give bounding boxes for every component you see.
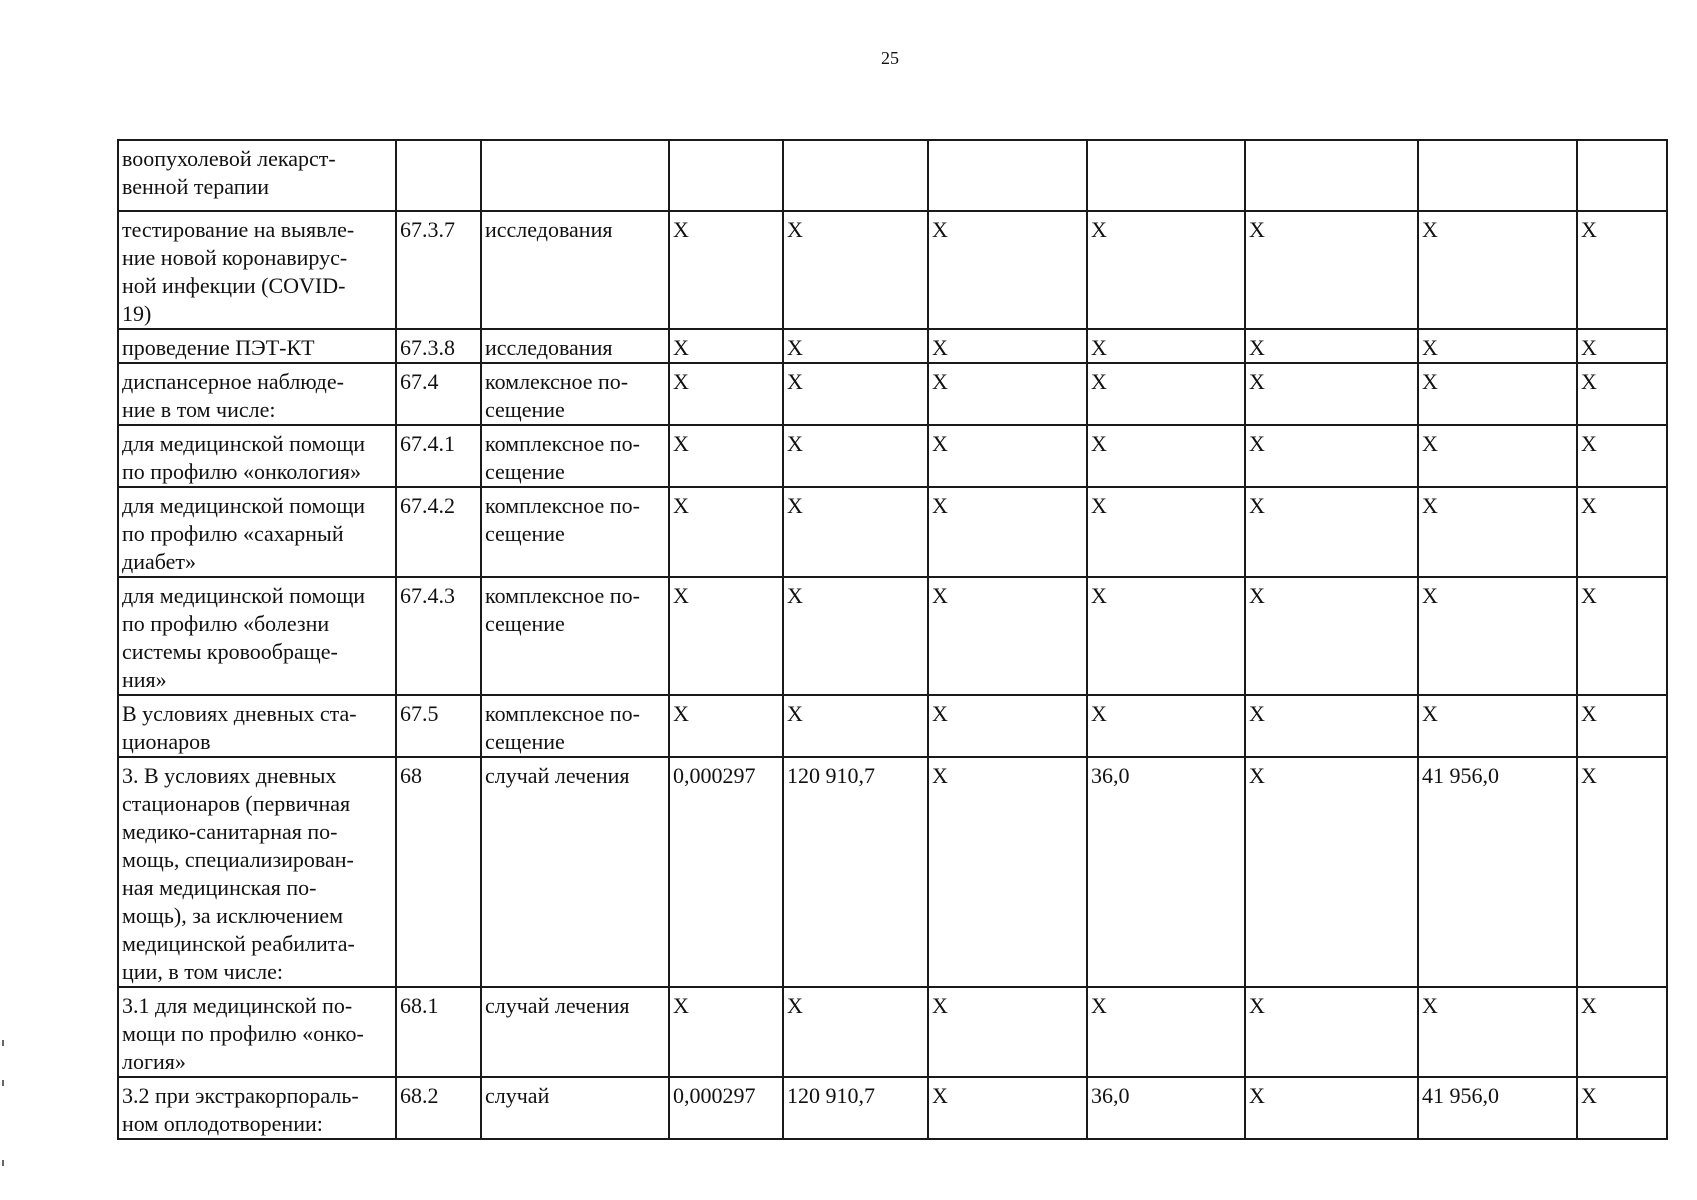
row-unit-cell bbox=[481, 1077, 669, 1139]
row-code-cell bbox=[396, 577, 481, 695]
table-row bbox=[118, 577, 1667, 695]
value-cell bbox=[1087, 363, 1245, 425]
page-number: 25 bbox=[881, 48, 899, 68]
value-text: X bbox=[1422, 493, 1438, 518]
value-cell bbox=[1087, 140, 1245, 211]
row-code-cell bbox=[396, 425, 481, 487]
row-name-cell-text: воопухолевой лекарст- венной терапии bbox=[122, 146, 336, 199]
value-text: X bbox=[1249, 763, 1265, 788]
row-name-cell-text: проведение ПЭТ-КТ bbox=[122, 335, 315, 360]
row-code-cell bbox=[396, 211, 481, 329]
row-name-cell-text: для медицинской помощи по профилю «болезни системы кровообраще- ния» bbox=[122, 583, 366, 692]
value-cell bbox=[1418, 695, 1577, 757]
row-name-cell bbox=[118, 987, 396, 1077]
table-body bbox=[118, 140, 1667, 1139]
value-text: X bbox=[1581, 369, 1597, 394]
row-name-cell bbox=[118, 363, 396, 425]
value-text: X bbox=[1091, 335, 1107, 360]
value-cell bbox=[1087, 1077, 1245, 1139]
value-cell bbox=[1577, 425, 1667, 487]
row-name-cell bbox=[118, 329, 396, 363]
table-row bbox=[118, 329, 1667, 363]
value-text: X bbox=[787, 583, 803, 608]
value-cell bbox=[1087, 425, 1245, 487]
value-cell bbox=[928, 987, 1087, 1077]
value-cell bbox=[783, 329, 928, 363]
row-unit-cell bbox=[481, 487, 669, 577]
value-cell bbox=[783, 577, 928, 695]
row-unit-cell-text: случай лечения bbox=[485, 993, 630, 1018]
row-unit-cell-text: случай bbox=[485, 1083, 550, 1108]
value-cell bbox=[1245, 695, 1418, 757]
value-text: X bbox=[787, 217, 803, 242]
value-text: X bbox=[1091, 493, 1107, 518]
row-name-cell-text: для медицинской помощи по профилю «сахарный диабет» bbox=[122, 493, 366, 574]
value-cell bbox=[1418, 140, 1577, 211]
value-text: X bbox=[1422, 431, 1438, 456]
value-cell bbox=[669, 757, 783, 987]
value-text: X bbox=[1249, 493, 1265, 518]
table-row bbox=[118, 140, 1667, 211]
row-code-cell-text: 67.4.3 bbox=[400, 583, 455, 608]
value-text: X bbox=[1581, 335, 1597, 360]
value-text: X bbox=[1091, 993, 1107, 1018]
row-code-cell-text: 68 bbox=[400, 763, 422, 788]
scan-mark bbox=[2, 1160, 4, 1166]
value-cell bbox=[1577, 487, 1667, 577]
row-name-cell-text: 3. В условиях дневных стационаров (первичная медико-санитарная по- мощь, специализирован- ная медицинская по- мощь), за исключением медицинской реабилита- ции, в том числе: bbox=[122, 763, 355, 984]
table-row bbox=[118, 425, 1667, 487]
value-cell bbox=[1245, 987, 1418, 1077]
row-unit-cell bbox=[481, 211, 669, 329]
value-cell bbox=[783, 695, 928, 757]
value-text: X bbox=[1091, 369, 1107, 394]
value-text: X bbox=[1091, 583, 1107, 608]
value-text: X bbox=[787, 431, 803, 456]
value-text: X bbox=[673, 701, 689, 726]
row-name-cell-text: В условиях дневных ста- ционаров bbox=[122, 701, 357, 754]
row-code-cell-text: 67.5 bbox=[400, 701, 439, 726]
value-cell bbox=[1418, 363, 1577, 425]
row-code-cell-text: 67.3.8 bbox=[400, 335, 455, 360]
data-table bbox=[117, 139, 1668, 1140]
row-unit-cell-text: комлексное по- сещение bbox=[485, 369, 629, 422]
value-text: X bbox=[932, 993, 948, 1018]
value-cell bbox=[669, 140, 783, 211]
value-cell bbox=[1418, 487, 1577, 577]
value-text: X bbox=[787, 369, 803, 394]
value-cell bbox=[1245, 211, 1418, 329]
value-cell bbox=[1418, 757, 1577, 987]
row-unit-cell bbox=[481, 757, 669, 987]
value-text: X bbox=[1249, 431, 1265, 456]
value-text: X bbox=[673, 431, 689, 456]
row-name-cell-text: для медицинской помощи по профилю «онкология» bbox=[122, 431, 366, 484]
value-text: X bbox=[1581, 431, 1597, 456]
value-text: X bbox=[1249, 993, 1265, 1018]
value-text: X bbox=[1091, 431, 1107, 456]
value-cell bbox=[1418, 329, 1577, 363]
value-text: 36,0 bbox=[1091, 763, 1130, 788]
row-code-cell-text: 67.4 bbox=[400, 369, 439, 394]
value-cell bbox=[783, 425, 928, 487]
value-text: X bbox=[1422, 217, 1438, 242]
value-cell bbox=[783, 363, 928, 425]
value-cell bbox=[783, 487, 928, 577]
value-text: X bbox=[932, 431, 948, 456]
value-text: X bbox=[932, 335, 948, 360]
row-code-cell bbox=[396, 329, 481, 363]
row-code-cell-text: 67.4.2 bbox=[400, 493, 455, 518]
value-cell bbox=[669, 577, 783, 695]
row-code-cell bbox=[396, 140, 481, 211]
table-row bbox=[118, 987, 1667, 1077]
row-name-cell bbox=[118, 695, 396, 757]
value-cell bbox=[1087, 487, 1245, 577]
row-unit-cell-text: случай лечения bbox=[485, 763, 630, 788]
value-cell bbox=[669, 695, 783, 757]
value-cell bbox=[928, 211, 1087, 329]
row-name-cell bbox=[118, 757, 396, 987]
value-text: X bbox=[932, 701, 948, 726]
row-code-cell bbox=[396, 757, 481, 987]
row-code-cell-text: 67.3.7 bbox=[400, 217, 455, 242]
value-text: X bbox=[1249, 583, 1265, 608]
value-cell bbox=[928, 1077, 1087, 1139]
value-cell bbox=[928, 487, 1087, 577]
value-text: 0,000297 bbox=[673, 763, 756, 788]
scan-mark bbox=[2, 1080, 4, 1086]
table-row bbox=[118, 1077, 1667, 1139]
value-cell bbox=[1245, 757, 1418, 987]
value-text: X bbox=[1422, 583, 1438, 608]
value-cell bbox=[1418, 425, 1577, 487]
value-text: 0,000297 bbox=[673, 1083, 756, 1108]
row-name-cell bbox=[118, 140, 396, 211]
value-text: X bbox=[673, 493, 689, 518]
table-row bbox=[118, 363, 1667, 425]
scan-mark bbox=[2, 1040, 4, 1046]
value-text: X bbox=[932, 493, 948, 518]
value-cell bbox=[669, 363, 783, 425]
value-cell bbox=[669, 329, 783, 363]
value-cell bbox=[783, 757, 928, 987]
value-text: X bbox=[1581, 493, 1597, 518]
value-cell bbox=[1087, 211, 1245, 329]
value-text: X bbox=[932, 369, 948, 394]
value-text: 41 956,0 bbox=[1422, 1083, 1499, 1108]
value-text: X bbox=[1249, 369, 1265, 394]
value-cell bbox=[669, 487, 783, 577]
row-unit-cell bbox=[481, 363, 669, 425]
value-cell bbox=[1245, 140, 1418, 211]
row-code-cell-text: 68.1 bbox=[400, 993, 439, 1018]
value-cell bbox=[1087, 987, 1245, 1077]
value-text: X bbox=[673, 335, 689, 360]
value-text: X bbox=[1091, 217, 1107, 242]
value-text: X bbox=[1091, 701, 1107, 726]
row-name-cell bbox=[118, 211, 396, 329]
value-text: X bbox=[1581, 583, 1597, 608]
value-cell bbox=[1577, 211, 1667, 329]
value-cell bbox=[669, 987, 783, 1077]
value-cell bbox=[669, 211, 783, 329]
value-text: X bbox=[932, 217, 948, 242]
value-cell bbox=[928, 695, 1087, 757]
value-cell bbox=[1418, 1077, 1577, 1139]
value-text: X bbox=[673, 993, 689, 1018]
row-code-cell bbox=[396, 363, 481, 425]
value-text: X bbox=[673, 217, 689, 242]
row-unit-cell bbox=[481, 577, 669, 695]
value-text: X bbox=[1249, 1083, 1265, 1108]
value-text: X bbox=[1581, 993, 1597, 1018]
value-text: X bbox=[1422, 701, 1438, 726]
row-unit-cell-text: комплексное по- сещение bbox=[485, 583, 640, 636]
value-text: 36,0 bbox=[1091, 1083, 1130, 1108]
table-row bbox=[118, 695, 1667, 757]
value-cell bbox=[1418, 987, 1577, 1077]
value-cell bbox=[783, 1077, 928, 1139]
row-name-cell bbox=[118, 577, 396, 695]
row-name-cell-text: 3.2 при экстракорпораль- ном оплодотворении: bbox=[122, 1083, 359, 1136]
value-cell bbox=[1087, 329, 1245, 363]
value-text: X bbox=[787, 993, 803, 1018]
row-code-cell-text: 67.4.1 bbox=[400, 431, 455, 456]
value-cell bbox=[1418, 211, 1577, 329]
value-cell bbox=[1245, 1077, 1418, 1139]
value-text: X bbox=[1581, 217, 1597, 242]
value-cell bbox=[928, 363, 1087, 425]
row-code-cell bbox=[396, 987, 481, 1077]
row-name-cell bbox=[118, 1077, 396, 1139]
value-text: 120 910,7 bbox=[787, 1083, 875, 1108]
value-text: X bbox=[1249, 701, 1265, 726]
value-text: X bbox=[673, 369, 689, 394]
value-cell bbox=[928, 425, 1087, 487]
value-cell bbox=[1577, 987, 1667, 1077]
value-text: X bbox=[1581, 701, 1597, 726]
value-text: X bbox=[1581, 1083, 1597, 1108]
row-code-cell bbox=[396, 1077, 481, 1139]
value-text: X bbox=[787, 335, 803, 360]
value-text: 120 910,7 bbox=[787, 763, 875, 788]
value-text: X bbox=[932, 1083, 948, 1108]
row-unit-cell-text: исследования bbox=[485, 335, 613, 360]
table-row bbox=[118, 487, 1667, 577]
value-text: X bbox=[932, 763, 948, 788]
table-row bbox=[118, 757, 1667, 987]
value-cell bbox=[783, 987, 928, 1077]
value-cell bbox=[1245, 425, 1418, 487]
row-unit-cell bbox=[481, 425, 669, 487]
value-text: X bbox=[1581, 763, 1597, 788]
value-cell bbox=[1245, 577, 1418, 695]
value-cell bbox=[1245, 487, 1418, 577]
value-cell bbox=[1245, 329, 1418, 363]
value-text: X bbox=[787, 701, 803, 726]
value-cell bbox=[783, 211, 928, 329]
row-name-cell-text: тестирование на выявле- ние новой коронавирус- ной инфекции (COVID- 19) bbox=[122, 217, 355, 326]
value-text: X bbox=[1249, 335, 1265, 360]
value-cell bbox=[1087, 695, 1245, 757]
value-cell bbox=[1087, 577, 1245, 695]
row-unit-cell bbox=[481, 140, 669, 211]
row-name-cell-text: 3.1 для медицинской по- мощи по профилю «онко- логия» bbox=[122, 993, 364, 1074]
row-name-cell bbox=[118, 425, 396, 487]
row-name-cell bbox=[118, 487, 396, 577]
value-cell bbox=[1577, 329, 1667, 363]
value-cell bbox=[1087, 757, 1245, 987]
value-text: 41 956,0 bbox=[1422, 763, 1499, 788]
value-text: X bbox=[673, 583, 689, 608]
table-row bbox=[118, 211, 1667, 329]
row-code-cell bbox=[396, 487, 481, 577]
row-code-cell-text: 68.2 bbox=[400, 1083, 439, 1108]
row-name-cell-text: диспансерное наблюде- ние в том числе: bbox=[122, 369, 344, 422]
value-text: X bbox=[1422, 335, 1438, 360]
value-cell bbox=[1418, 577, 1577, 695]
row-unit-cell-text: комплексное по- сещение bbox=[485, 493, 640, 546]
value-cell bbox=[1577, 363, 1667, 425]
value-cell bbox=[928, 329, 1087, 363]
value-cell bbox=[669, 1077, 783, 1139]
value-cell bbox=[928, 140, 1087, 211]
row-code-cell bbox=[396, 695, 481, 757]
value-text: X bbox=[787, 493, 803, 518]
value-cell bbox=[1577, 757, 1667, 987]
value-cell bbox=[1577, 1077, 1667, 1139]
value-cell bbox=[1577, 140, 1667, 211]
value-text: X bbox=[932, 583, 948, 608]
row-unit-cell-text: исследования bbox=[485, 217, 613, 242]
row-unit-cell bbox=[481, 329, 669, 363]
value-text: X bbox=[1249, 217, 1265, 242]
value-cell bbox=[928, 577, 1087, 695]
value-cell bbox=[1577, 695, 1667, 757]
value-cell bbox=[783, 140, 928, 211]
row-unit-cell bbox=[481, 695, 669, 757]
value-cell bbox=[928, 757, 1087, 987]
value-cell bbox=[1245, 363, 1418, 425]
row-unit-cell-text: комплексное по- сещение bbox=[485, 701, 640, 754]
row-unit-cell bbox=[481, 987, 669, 1077]
row-unit-cell-text: комплексное по- сещение bbox=[485, 431, 640, 484]
value-text: X bbox=[1422, 993, 1438, 1018]
value-text: X bbox=[1422, 369, 1438, 394]
value-cell bbox=[669, 425, 783, 487]
value-cell bbox=[1577, 577, 1667, 695]
